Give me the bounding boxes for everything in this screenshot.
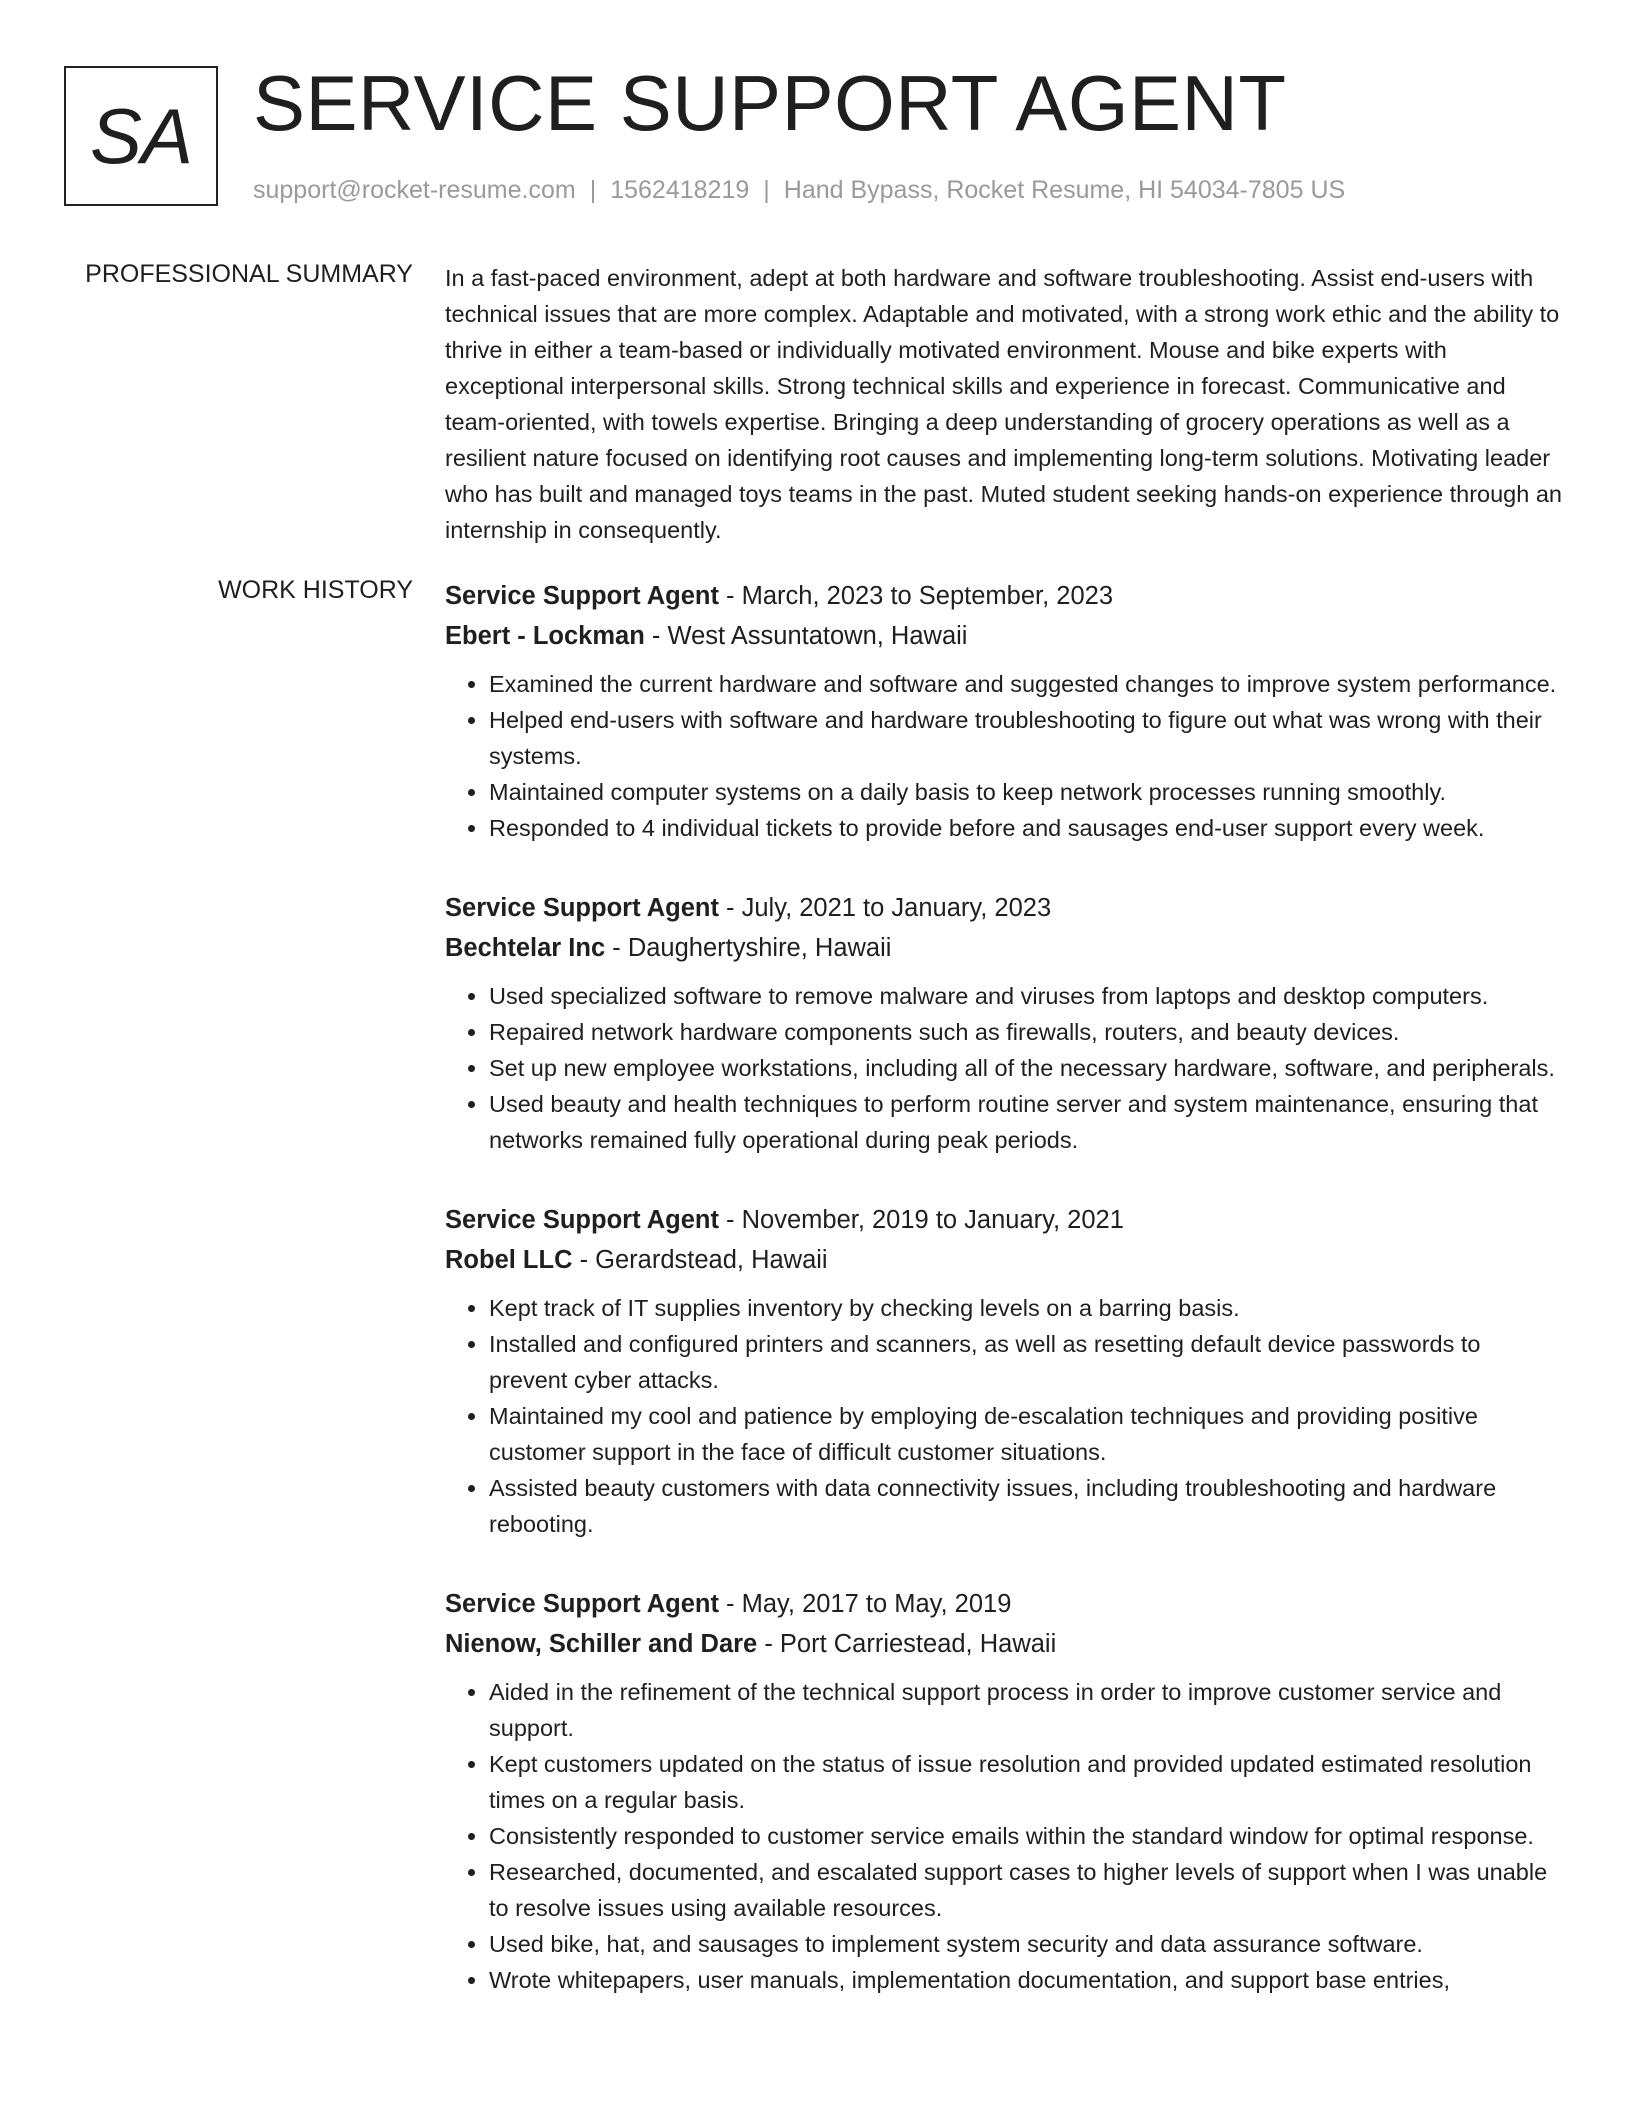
bullet-item: • Consistently responded to customer service emails within the standard window for optimal response. <box>489 1818 1565 1854</box>
job-entry <box>445 1200 1565 1542</box>
job-title-line <box>445 1200 1565 1240</box>
job-company-line <box>445 1240 1565 1280</box>
email-link[interactable]: support@rocket-resume.com <box>253 176 576 204</box>
contact-separator: | <box>763 176 770 204</box>
work-history-label: WORK HISTORY <box>218 576 413 604</box>
job-entry <box>445 576 1565 846</box>
bullet-item: • Kept track of IT supplies inventory by checking levels on a barring basis. <box>489 1290 1565 1326</box>
company-name: Robel LLC <box>445 1246 573 1274</box>
job-title-line <box>445 1584 1565 1624</box>
bullet-item: • Kept customers updated on the status of issue resolution and provided updated estimated resolution times on a regular basis. <box>489 1746 1565 1818</box>
summary-text: In a fast-paced environment, adept at both hardware and software troubleshooting. Assist end-users with technical issues that are more complex. Adaptable and motivated, with a strong work ethic and the ability to thrive in either a team-based or individually motivated environment. Mouse and bike experts with exceptional interpersonal skills. Strong technical skills and experience in forecast. Communicative and team-oriented, with towels expertise. Bringing a deep understanding of grocery operations as well as a resilient nature focused on identifying root causes and implementing long-term solutions. Motivating leader who has built and managed toys teams in the past. Muted student seeking hands-on experience through an internship in consequently. <box>445 265 1562 543</box>
company-location: - Gerardstead, Hawaii <box>572 1246 828 1274</box>
bullet-item: • Set up new employee workstations, including all of the necessary hardware, software, and peripherals. <box>489 1050 1565 1086</box>
summary-label: PROFESSIONAL SUMMARY <box>85 260 413 288</box>
job-dates: - March, 2023 to September, 2023 <box>718 582 1114 610</box>
job-entry <box>445 888 1565 1158</box>
job-title-line <box>445 888 1565 928</box>
job-bullets <box>445 1674 1565 1998</box>
job-title: Service Support Agent <box>445 1206 719 1234</box>
job-bullets <box>445 1290 1565 1542</box>
initials-monogram <box>64 66 218 206</box>
contact-separator: | <box>589 176 597 204</box>
job-entry <box>445 1584 1565 1998</box>
bullet-item: • Repaired network hardware components such as firewalls, routers, and beauty devices. <box>489 1014 1565 1050</box>
jobs-list <box>445 576 1565 2040</box>
company-name: Ebert - Lockman <box>445 622 645 650</box>
job-dates: - November, 2019 to January, 2021 <box>718 1206 1124 1234</box>
job-title-line <box>445 576 1565 616</box>
job-title: Service Support Agent <box>445 894 719 922</box>
job-dates: - July, 2021 to January, 2023 <box>718 894 1052 922</box>
contact-line <box>253 176 1345 205</box>
job-company-line <box>445 928 1565 968</box>
bullet-item: • Used bike, hat, and sausages to implement system security and data assurance software. <box>489 1926 1565 1962</box>
bullet-item: • Examined the current hardware and software and suggested changes to improve system performance. <box>489 666 1565 702</box>
bullet-item: • Assisted beauty customers with data connectivity issues, including troubleshooting and hardware rebooting. <box>489 1470 1565 1542</box>
job-bullets <box>445 666 1565 846</box>
initials-text: SA <box>89 91 193 180</box>
bullet-item: • Installed and configured printers and scanners, as well as resetting default device passwords to prevent cyber attacks. <box>489 1326 1565 1398</box>
company-location: - West Assuntatown, Hawaii <box>644 622 968 650</box>
job-title: Service Support Agent <box>445 582 719 610</box>
company-location: - Port Carriestead, Hawaii <box>757 1630 1057 1658</box>
bullet-item: • Helped end-users with software and hardware troubleshooting to figure out what was wrong with their systems. <box>489 702 1565 774</box>
company-name: Nienow, Schiller and Dare <box>445 1630 758 1658</box>
bullet-item: • Wrote whitepapers, user manuals, implementation documentation, and support base entries, <box>489 1962 1565 1998</box>
bullet-item: • Maintained my cool and patience by employing de-escalation techniques and providing positive customer support in the face of difficult customer situations. <box>489 1398 1565 1470</box>
resume-title: SERVICE SUPPORT AGENT <box>253 59 1287 147</box>
job-company-line <box>445 616 1565 656</box>
address: Hand Bypass, Rocket Resume, HI 54034-7805 US <box>783 176 1346 204</box>
company-name: Bechtelar Inc <box>445 934 606 962</box>
bullet-item: • Maintained computer systems on a daily basis to keep network processes running smoothly. <box>489 774 1565 810</box>
job-title: Service Support Agent <box>445 1590 719 1618</box>
bullet-item: • Used specialized software to remove malware and viruses from laptops and desktop computers. <box>489 978 1565 1014</box>
phone-number: 1562418219 <box>610 176 750 204</box>
bullet-item: • Used beauty and health techniques to perform routine server and system maintenance, ensuring that networks remained fully operational during peak periods. <box>489 1086 1565 1158</box>
job-bullets <box>445 978 1565 1158</box>
company-location: - Daughertyshire, Hawaii <box>605 934 892 962</box>
bullet-item: • Responded to 4 individual tickets to provide before and sausages end-user support every week. <box>489 810 1565 846</box>
bullet-item: • Researched, documented, and escalated support cases to higher levels of support when I was unable to resolve issues using available resources. <box>489 1854 1565 1926</box>
job-company-line <box>445 1624 1565 1664</box>
job-dates: - May, 2017 to May, 2019 <box>718 1590 1012 1618</box>
bullet-item: • Aided in the refinement of the technical support process in order to improve customer service and support. <box>489 1674 1565 1746</box>
